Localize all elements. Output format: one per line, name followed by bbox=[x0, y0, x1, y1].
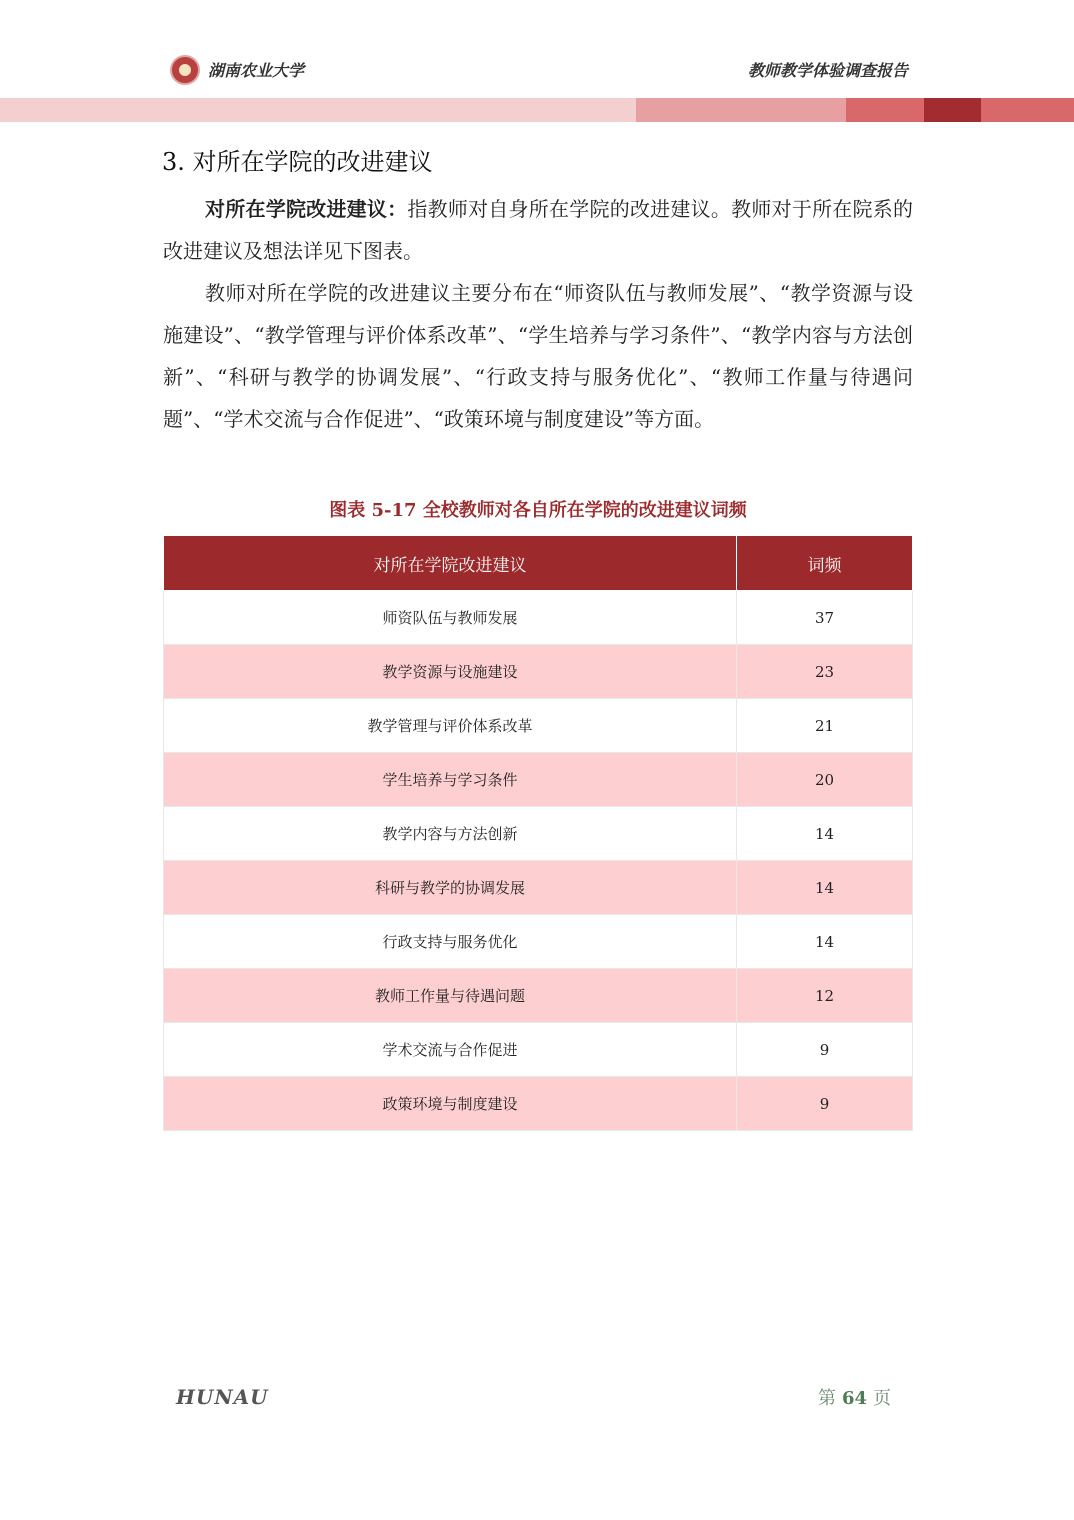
table-row bbox=[164, 1077, 913, 1131]
suggestion-cell: 教师工作量与待遇问题 bbox=[164, 969, 737, 1023]
suggestion-cell: 学生培养与学习条件 bbox=[164, 753, 737, 807]
frequency-cell: 12 bbox=[737, 969, 913, 1023]
frequency-cell: 9 bbox=[737, 1077, 913, 1131]
page-number-label bbox=[818, 1384, 891, 1410]
page-prefix: 第 bbox=[818, 1388, 836, 1409]
table-row bbox=[164, 753, 913, 807]
frequency-cell: 14 bbox=[737, 807, 913, 861]
frequency-cell: 14 bbox=[737, 915, 913, 969]
intro-paragraph bbox=[163, 188, 913, 272]
header-university-name: 湖南农业大学 bbox=[208, 61, 305, 80]
university-emblem-icon bbox=[170, 55, 200, 85]
table-row bbox=[164, 1023, 913, 1077]
definition-text: 指教师对自身所在学院的改进建议。教师对于所在院系的改进建议及想法详见下图表。 bbox=[163, 197, 914, 263]
table-row bbox=[164, 699, 913, 753]
column-header-frequency: 词频 bbox=[737, 536, 913, 591]
footer-brand: HUNAU bbox=[176, 1385, 269, 1409]
header-band-segment bbox=[0, 98, 636, 122]
definition-term: 对所在学院改进建议： bbox=[205, 197, 408, 221]
suggestion-cell: 科研与教学的协调发展 bbox=[164, 861, 737, 915]
page-number: 64 bbox=[842, 1388, 868, 1409]
header-report-title: 教师教学体验调查报告 bbox=[747, 61, 908, 80]
page-suffix: 页 bbox=[873, 1388, 892, 1409]
frequency-cell: 20 bbox=[737, 753, 913, 807]
frequency-cell: 9 bbox=[737, 1023, 913, 1077]
suggestion-cell: 师资队伍与教师发展 bbox=[164, 591, 737, 645]
header-band-segment bbox=[924, 98, 981, 122]
section-title: 3. 对所在学院的改进建议 bbox=[162, 148, 433, 176]
frequency-cell: 37 bbox=[737, 591, 913, 645]
frequency-cell: 14 bbox=[737, 861, 913, 915]
suggestion-cell: 教学内容与方法创新 bbox=[164, 807, 737, 861]
table-row bbox=[164, 915, 913, 969]
table-body bbox=[164, 591, 913, 1131]
table-row bbox=[164, 645, 913, 699]
suggestion-frequency-table bbox=[163, 535, 913, 1131]
suggestion-cell: 学术交流与合作促进 bbox=[164, 1023, 737, 1077]
suggestion-cell: 行政支持与服务优化 bbox=[164, 915, 737, 969]
header-band-segment bbox=[636, 98, 846, 122]
table-row bbox=[164, 861, 913, 915]
suggestion-cell: 教学管理与评价体系改革 bbox=[164, 699, 737, 753]
summary-paragraph: 教师对所在学院的改进建议主要分布在“师资队伍与教师发展”、“教学资源与设施建设”、“教学管理与评价体系改革”、“学生培养与学习条件”、“教学内容与方法创新”、“科研与教学的协调发展”、“行政支持与服务优化”、“教师工作量与待遇问题”、“学术交流与合作促进”、“政策环境与制度建设”等方面。 bbox=[163, 281, 913, 431]
table-row bbox=[164, 591, 913, 645]
table-row bbox=[164, 807, 913, 861]
header-band-segment bbox=[846, 98, 924, 122]
column-header-suggestion: 对所在学院改进建议 bbox=[164, 536, 737, 591]
table-header-row bbox=[164, 536, 913, 591]
frequency-cell: 21 bbox=[737, 699, 913, 753]
header-band-segment bbox=[981, 98, 1074, 122]
frequency-cell: 23 bbox=[737, 645, 913, 699]
table-row bbox=[164, 969, 913, 1023]
table-caption: 图表 5-17 全校教师对各自所在学院的改进建议词频 bbox=[329, 500, 747, 521]
suggestion-cell: 政策环境与制度建设 bbox=[164, 1077, 737, 1131]
suggestion-cell: 教学资源与设施建设 bbox=[164, 645, 737, 699]
